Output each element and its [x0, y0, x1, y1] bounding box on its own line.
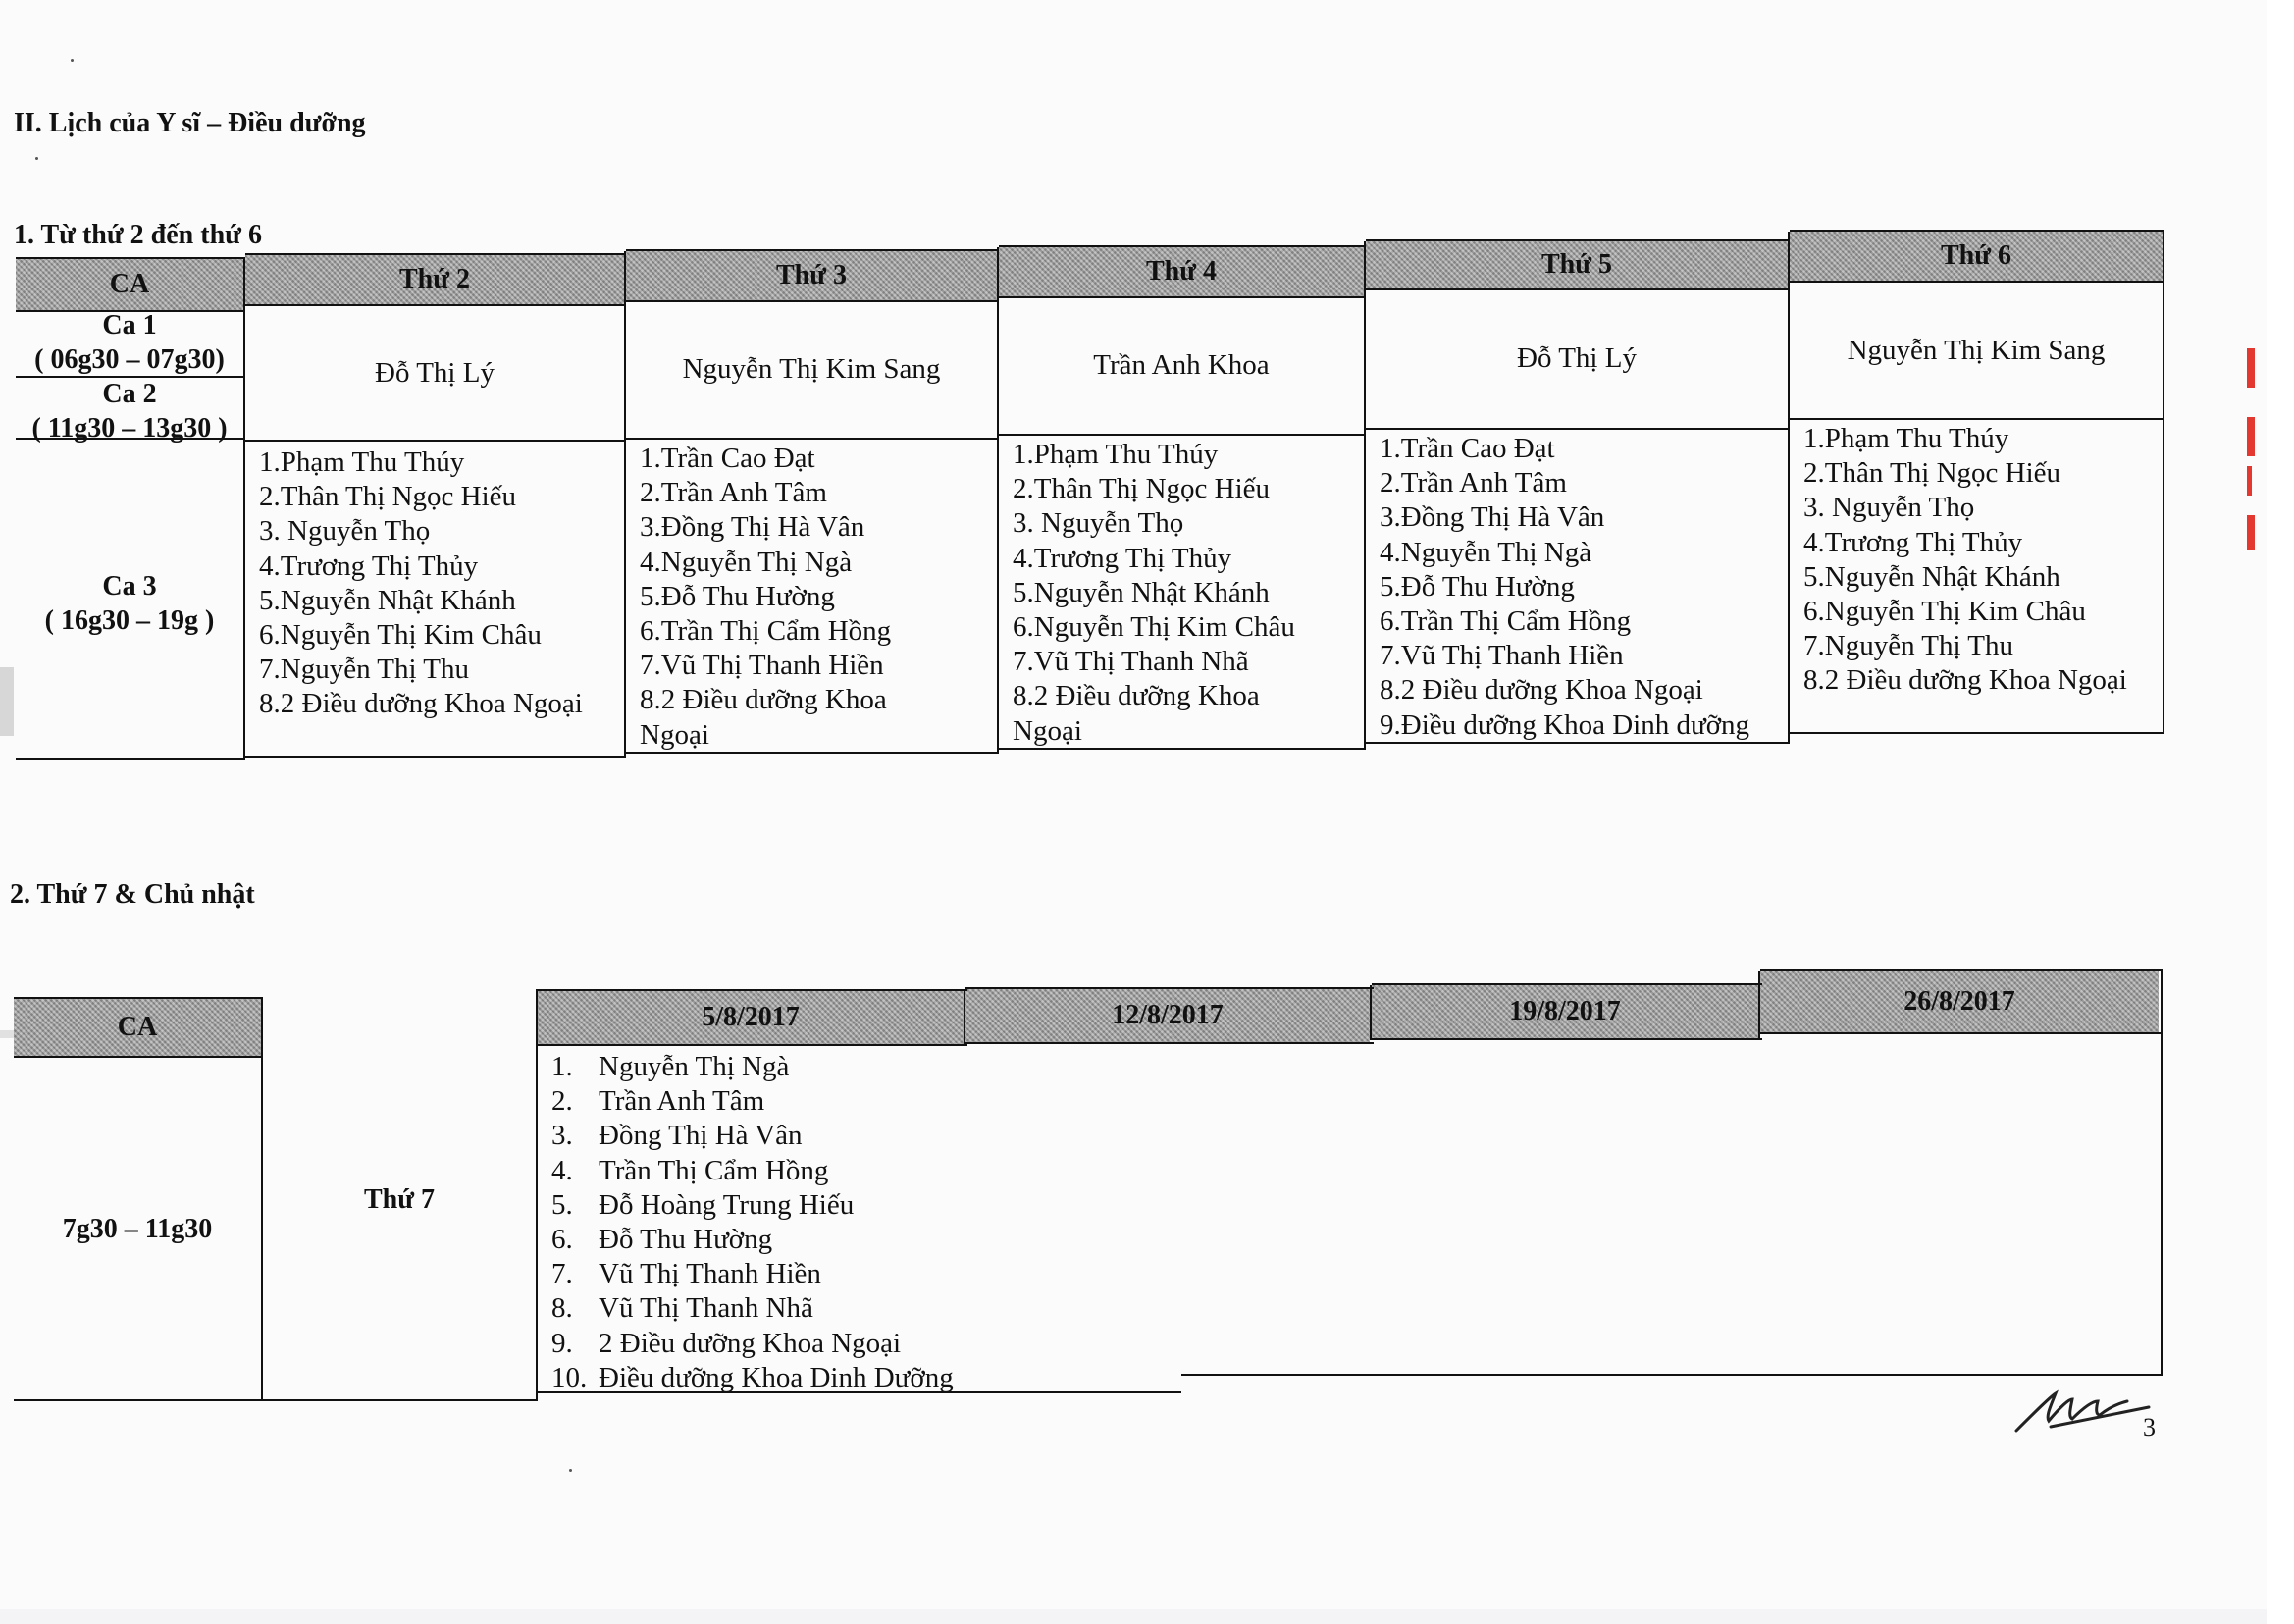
list-item: 7.Vũ Thị Thanh Nhã	[1013, 646, 1249, 678]
list-item: 3.Đồng Thị Hà Vân	[1380, 501, 1605, 534]
list-item: 8.2 Điều dưỡng Khoa Ngoại	[1803, 664, 2127, 697]
list-item: 3. Nguyễn Thọ	[259, 515, 431, 548]
table2-border	[965, 1042, 1374, 1044]
col-header-thu4: Thứ 4	[999, 247, 1364, 296]
list-item: 8.2 Điều dưỡng Khoa Ngoại	[259, 688, 583, 720]
stamp-edge-mark	[2247, 515, 2255, 550]
stamp-edge-mark	[2247, 466, 2252, 496]
ca3-list-thu6	[1790, 420, 2163, 699]
list-item: 3. Đồng Thị Hà Vân	[551, 1120, 803, 1152]
weekend-ca-time: 7g30 – 11g30	[62, 1214, 213, 1244]
table2-border	[14, 997, 263, 999]
ca2-label	[16, 377, 243, 444]
table2-border	[1760, 1032, 2163, 1034]
section-title: II. Lịch của Y sĩ – Điều dưỡng	[14, 108, 366, 138]
ca3-list-thu2	[245, 444, 624, 722]
list-item: 6.Trần Thị Cẩm Hồng	[1380, 605, 1632, 638]
ca12-staff-thu4: Trần Anh Khoa	[1093, 348, 1270, 381]
part1-title: 1. Từ thứ 2 đến thứ 6	[14, 220, 262, 250]
list-item: 6.Nguyễn Thị Kim Châu	[1803, 596, 2086, 628]
ca1-label	[16, 308, 243, 377]
table2-border	[1372, 983, 1762, 985]
table2-border	[965, 987, 1374, 989]
col-header-thu6: Thứ 6	[1790, 232, 2163, 281]
list-item: 4.Trương Thị Thủy	[1803, 526, 2023, 558]
table2-border	[2161, 969, 2163, 1376]
list-item: 2.Trần Anh Tâm	[640, 477, 827, 509]
col-header-thu5: Thứ 5	[1366, 241, 1788, 288]
list-item: 6.Trần Thị Cẩm Hồng	[640, 615, 892, 648]
list-item: 6. Đỗ Thu Hường	[551, 1224, 773, 1256]
table1-border	[16, 257, 245, 259]
page-number: 3	[2143, 1413, 2156, 1441]
col-header-date-3: 19/8/2017	[1372, 985, 1758, 1038]
table2-border	[1372, 1038, 1762, 1040]
table2-border	[1370, 985, 1372, 1040]
list-item: 4.Trương Thị Thủy	[1013, 542, 1232, 574]
ca2-name: Ca 2	[102, 379, 157, 409]
list-item: Ngoại	[640, 718, 709, 751]
list-item: 5.Đỗ Thu Hường	[1380, 570, 1575, 602]
list-item: 2.Thân Thị Ngọc Hiếu	[259, 481, 517, 513]
col-header-thu3: Thứ 3	[626, 251, 997, 300]
table1-border	[999, 245, 1366, 247]
stamp-edge-mark	[2247, 348, 2255, 388]
list-item: 5.Nguyễn Nhật Khánh	[259, 584, 516, 616]
ca12-staff-thu6: Nguyễn Thị Kim Sang	[1847, 334, 2106, 366]
table1-border	[2163, 230, 2164, 734]
ca1-name: Ca 1	[102, 310, 157, 341]
list-item: 7.Vũ Thị Thanh Hiền	[1380, 640, 1624, 672]
table1-border	[1366, 239, 1790, 241]
list-item: 3. Nguyễn Thọ	[1803, 492, 1975, 524]
list-item: 8.2 Điều dưỡng Khoa Ngoại	[1380, 674, 1703, 707]
list-item: 8.2 Điều dưỡng Khoa	[640, 684, 887, 716]
list-item: 1.Phạm Thu Thúy	[1803, 423, 2009, 454]
weekend-day: Thứ 7	[363, 1184, 436, 1215]
scan-speck	[35, 157, 38, 160]
list-item: 2.Trần Anh Tâm	[1380, 467, 1567, 499]
list-item: 4.Trương Thị Thủy	[259, 550, 479, 582]
ca12-staff-thu2: Đỗ Thị Lý	[375, 356, 495, 389]
list-item: 5.Nguyễn Nhật Khánh	[1013, 576, 1270, 608]
ca3-list-thu5	[1366, 430, 1788, 743]
col-header-date-1: 5/8/2017	[538, 991, 964, 1044]
scan-smudge	[0, 667, 14, 736]
list-item: 5.Đỗ Thu Hường	[640, 580, 835, 612]
ca2-time: ( 11g30 – 13g30 )	[31, 413, 228, 444]
stamp-edge-mark	[2247, 417, 2255, 456]
table1-border	[1790, 230, 2164, 232]
list-item: 8.2 Điều dưỡng Khoa	[1013, 680, 1260, 712]
list-item: 1. Nguyễn Thị Ngà	[551, 1051, 790, 1082]
weekend-staff-list	[551, 1050, 1533, 1395]
signature-icon	[2011, 1382, 2159, 1441]
list-item: 7.Nguyễn Thị Thu	[259, 654, 470, 686]
list-item: 2. Trần Anh Tâm	[551, 1085, 765, 1118]
page-edge	[2267, 0, 2294, 1624]
list-item: 4.Nguyễn Thị Ngà	[1380, 536, 1592, 568]
ca3-list-thu3	[626, 440, 997, 753]
scan-speck	[569, 1469, 572, 1472]
table1-border	[1790, 732, 2164, 734]
list-item: Ngoại	[1013, 714, 1082, 747]
list-item: 1.Phạm Thu Thúy	[259, 446, 465, 478]
table2-border	[538, 989, 967, 991]
ca1-time: ( 06g30 – 07g30)	[34, 344, 225, 375]
list-item: 5. Đỗ Hoàng Trung Hiếu	[551, 1188, 855, 1221]
list-item: 7.Nguyễn Thị Thu	[1803, 630, 2014, 662]
table2-border	[1760, 969, 2163, 971]
table1-border	[245, 253, 626, 255]
ca3-list-thu4	[999, 436, 1364, 749]
list-item: 10. Điều dưỡng Khoa Dinh Dưỡng	[551, 1361, 954, 1393]
list-item: 2.Thân Thị Ngọc Hiếu	[1013, 473, 1271, 505]
list-item: 4. Trần Thị Cẩm Hồng	[551, 1154, 829, 1186]
list-item: 1.Trần Cao Đạt	[640, 443, 815, 474]
table1-border	[245, 756, 626, 758]
ca3-time: ( 16g30 – 19g )	[44, 605, 215, 636]
table2-border	[538, 1044, 967, 1046]
part2-title: 2. Thứ 7 & Chủ nhật	[10, 879, 255, 910]
list-item: 3.Đồng Thị Hà Vân	[640, 511, 865, 544]
table2-border	[1758, 971, 1760, 1038]
col-header-date-2: 12/8/2017	[965, 989, 1370, 1042]
list-item: 5.Nguyễn Nhật Khánh	[1803, 560, 2060, 593]
list-item: 1.Phạm Thu Thúy	[1013, 439, 1219, 470]
ca3-name: Ca 3	[102, 571, 157, 602]
ca12-staff-thu5: Đỗ Thị Lý	[1517, 341, 1637, 374]
list-item: 7.Vũ Thị Thanh Hiền	[640, 650, 884, 682]
col-header-ca-weekend: CA	[14, 999, 261, 1056]
list-item: 6.Nguyễn Thị Kim Châu	[259, 619, 542, 652]
table2-border	[964, 989, 965, 1044]
list-item: 9. 2 Điều dưỡng Khoa Ngoại	[551, 1327, 902, 1359]
list-item: 8. Vũ Thị Thanh Nhã	[551, 1292, 813, 1325]
ca3-label	[16, 569, 243, 640]
table1-border	[16, 758, 245, 760]
list-item: 3. Nguyễn Thọ	[1013, 507, 1184, 540]
list-item: 6.Nguyễn Thị Kim Châu	[1013, 611, 1295, 644]
table1-border	[626, 249, 999, 251]
scan-speck	[71, 59, 74, 62]
list-item: 4.Nguyễn Thị Ngà	[640, 546, 853, 578]
col-header-thu2: Thứ 2	[245, 255, 624, 304]
ca12-staff-thu3: Nguyễn Thị Kim Sang	[682, 352, 941, 385]
table2-border	[536, 989, 538, 1401]
col-header-ca: CA	[16, 259, 243, 310]
list-item: 2.Thân Thị Ngọc Hiếu	[1803, 457, 2061, 490]
list-item: 7. Vũ Thị Thanh Hiền	[551, 1258, 821, 1290]
list-item: 9.Điều dưỡng Khoa Dinh dưỡng	[1380, 708, 1750, 741]
col-header-date-4: 26/8/2017	[1760, 971, 2159, 1032]
table1-border	[245, 440, 626, 442]
list-item: 1.Trần Cao Đạt	[1380, 433, 1555, 464]
